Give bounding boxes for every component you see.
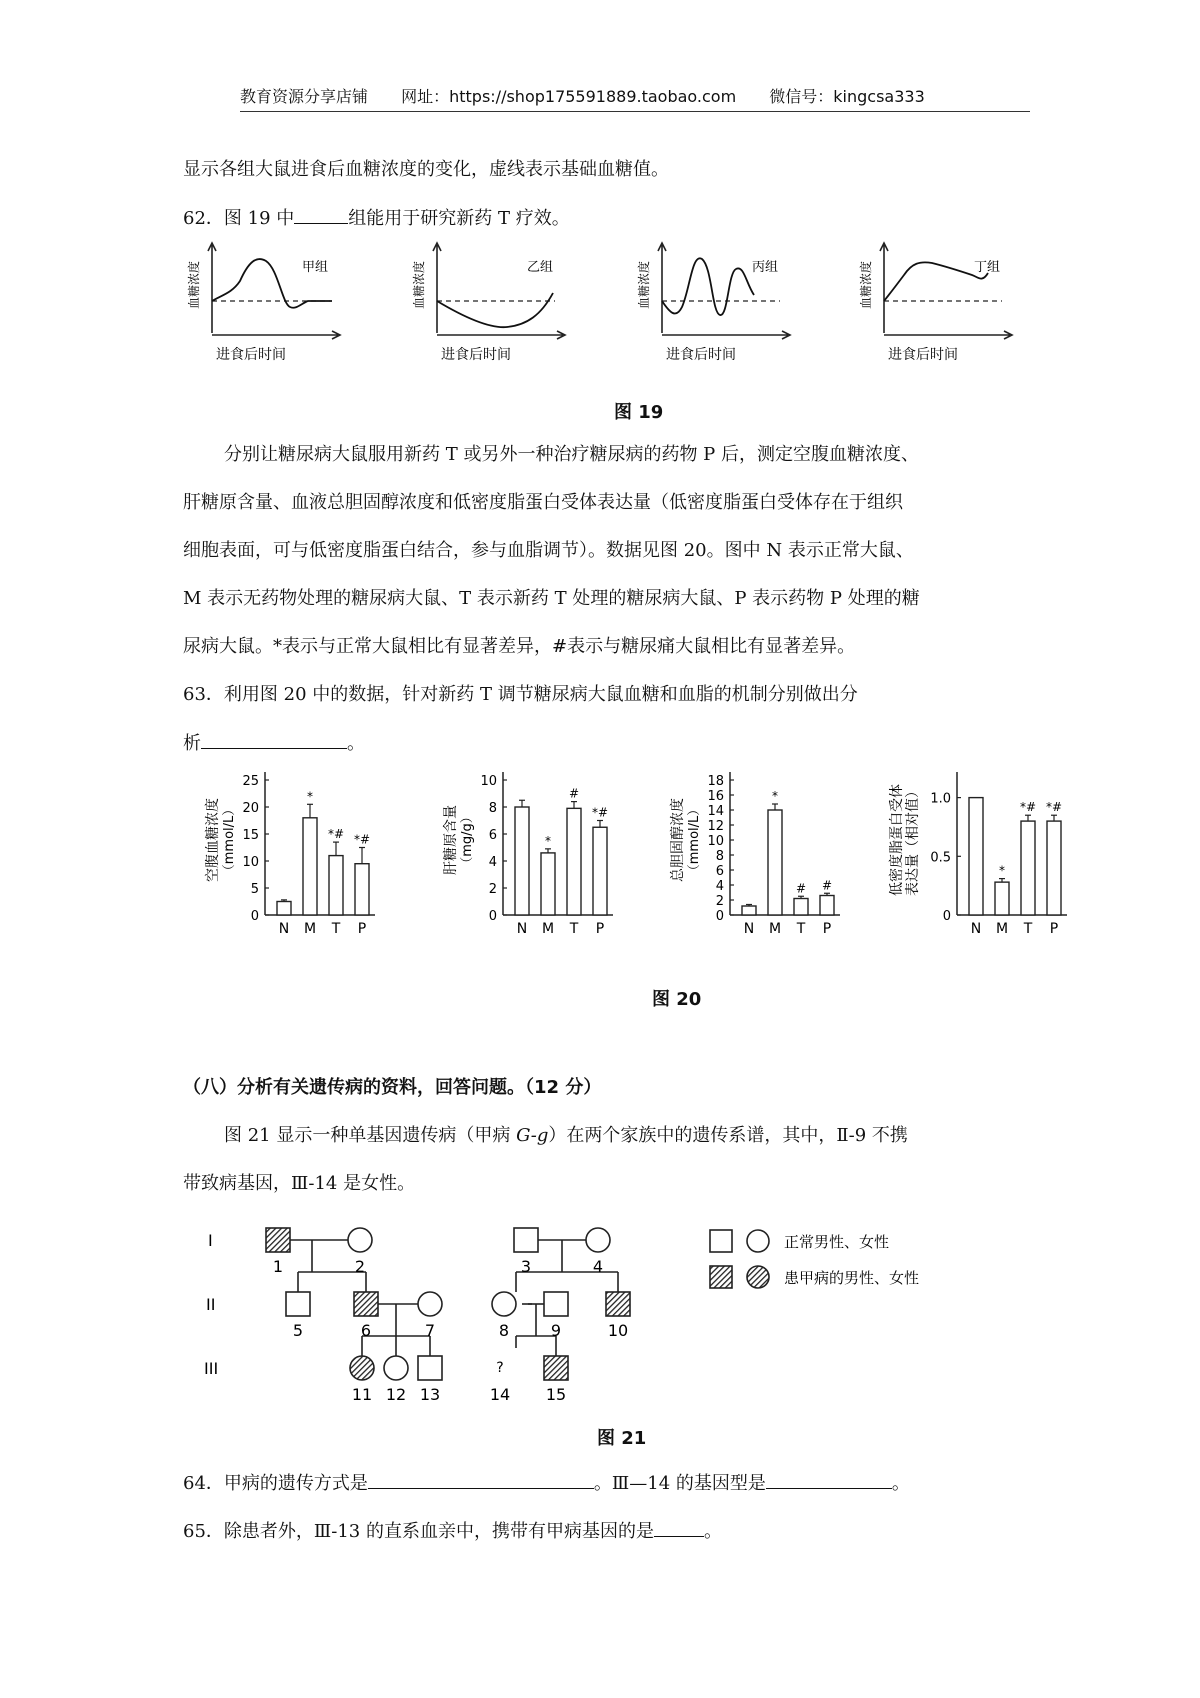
affected-male: [606, 1292, 630, 1316]
text-p1: 显示各组大鼠进食后血糖浓度的变化，虚线表示基础血糖值。: [183, 159, 669, 180]
fig20-y-tick-label: 8: [715, 849, 724, 864]
normal-female: [586, 1228, 610, 1252]
fig20-ylabel: 空腹血糖浓度: [205, 798, 221, 882]
fig20-y-tick-label: 20: [242, 801, 259, 816]
normal-female: [384, 1356, 408, 1380]
figure-19-caption: 图 19: [614, 402, 664, 423]
fig19-panel-label: 乙组: [527, 260, 554, 275]
generation-label: III: [204, 1359, 219, 1378]
fig20-bar-T: [794, 899, 808, 916]
fig20-category-label: P: [595, 921, 605, 937]
fig20-bar-T: [1021, 821, 1035, 915]
fig19-y-axis: [433, 243, 441, 333]
q64-answer-blank-2[interactable]: [766, 1470, 892, 1489]
fig20-significance-mark: #: [795, 881, 807, 896]
fig20-y-tick-label: 6: [488, 828, 497, 843]
fig20-y-tick-label: 5: [250, 882, 259, 897]
fig20-y-tick-label: 16: [707, 789, 724, 804]
fig20-category-label: M: [768, 921, 782, 937]
fig19-panel-3: [636, 243, 790, 363]
fig19-ylabel: 血糖浓度: [637, 260, 651, 310]
normal-male: [544, 1292, 568, 1316]
fig20-significance-mark: *#: [1019, 800, 1037, 815]
fig20-bar-N: [515, 807, 529, 915]
fig20-yunit: （mmol/L）: [687, 802, 702, 878]
normal-female: [492, 1292, 516, 1316]
fig20-y-tick-label: 4: [715, 879, 724, 894]
fig19-y-axis: [658, 243, 666, 333]
figure-21-caption: 图 21: [597, 1428, 647, 1449]
fig20-category-label: M: [541, 921, 555, 937]
fig20-category-label: T: [569, 921, 579, 937]
normal-female: [418, 1292, 442, 1316]
fig20-y-tick-label: 10: [707, 834, 724, 849]
header-wechat: 微信号：kingcsa333: [769, 87, 925, 106]
legend-normal-male: [710, 1230, 732, 1252]
affected-male: [266, 1228, 290, 1252]
fig20-bar-P: [1047, 821, 1061, 915]
fig19-panel-label: 甲组: [302, 260, 329, 275]
fig20-bar-P: [820, 896, 834, 916]
fig20-category-label: N: [970, 921, 982, 937]
figure-20-caption: 图 20: [652, 989, 702, 1010]
fig20-y-tick-label: 4: [488, 855, 497, 870]
question-62: [183, 205, 570, 232]
fig20-category-label: P: [357, 921, 367, 937]
fig20-significance-mark: *: [307, 789, 313, 804]
fig20-y-tick-label: 2: [715, 894, 724, 909]
affected-male: [544, 1356, 568, 1380]
fig19-panel-1: [186, 243, 340, 363]
fig19-panel-label: 丙组: [752, 260, 779, 275]
individual-number: 10: [607, 1321, 629, 1340]
individual-number: 5: [292, 1321, 304, 1340]
fig20-category-label: P: [822, 921, 832, 937]
question-63-line2: [183, 730, 365, 757]
fig20-y-tick-label: 0: [715, 909, 724, 924]
fig20-bar-T: [567, 808, 581, 915]
q62-answer-blank[interactable]: [294, 205, 348, 224]
fig20-bar-T: [329, 856, 343, 915]
fig20-chart-1: [204, 772, 375, 937]
fig20-y-tick-label: 0: [250, 909, 259, 924]
fig20-y-tick-label: 0.5: [930, 850, 951, 866]
fig19-x-axis: [662, 331, 790, 339]
question-65: [183, 1518, 722, 1545]
q63-text-a: 析: [183, 733, 201, 754]
individual-number: 4: [592, 1257, 604, 1276]
fig19-ylabel: 血糖浓度: [412, 260, 426, 310]
normal-female: [348, 1228, 372, 1252]
fig20-category-label: T: [796, 921, 806, 937]
fig20-yunit: （mmol/L）: [222, 802, 237, 878]
fig20-y-tick-label: 0: [488, 909, 497, 924]
fig20-category-label: T: [1023, 921, 1033, 937]
generation-label: II: [206, 1295, 216, 1314]
unknown-sex-mark: ?: [496, 1360, 504, 1376]
fig19-ylabel: 血糖浓度: [187, 260, 201, 310]
fig20-y-tick-label: 15: [242, 828, 259, 843]
q63-answer-blank[interactable]: [201, 730, 347, 749]
fig20-significance-mark: #: [568, 786, 580, 801]
text-p2-line3: 细胞表面，可与低密度脂蛋白结合，参与血脂调节）。数据见图 20。图中 N 表示正常大鼠、: [183, 540, 914, 561]
individual-number: 13: [419, 1385, 441, 1404]
figure-20: [185, 770, 1145, 950]
text-p2-line1: 分别让糖尿病大鼠服用新药 T 或另外一种治疗糖尿病的药物 P 后，测定空腹血糖浓度、: [224, 444, 920, 465]
q62-text-b: 组能用于研究新药 T 疗效。: [348, 208, 570, 229]
fig20-bar-P: [355, 864, 369, 915]
fig19-y-axis: [208, 243, 216, 333]
generation-label: I: [208, 1231, 213, 1250]
fig19-x-axis: [212, 331, 340, 339]
fig20-category-label: N: [743, 921, 755, 937]
fig19-x-axis: [437, 331, 565, 339]
fig20-bar-M: [768, 810, 782, 915]
question-63-line1: 63．利用图 20 中的数据，针对新药 T 调节糖尿病大鼠血糖和血脂的机制分别做出分: [183, 684, 858, 705]
fig20-ylabel-2: 表达量（相对值）: [905, 784, 921, 896]
fig20-significance-mark: *#: [591, 805, 609, 820]
section-8-heading: （八）分析有关遗传病的资料，回答问题。（12 分）: [183, 1077, 602, 1098]
legend-affected-female: [747, 1266, 769, 1288]
normal-male: [418, 1356, 442, 1380]
fig20-bar-P: [593, 827, 607, 915]
fig20-significance-mark: *#: [327, 827, 345, 842]
text-p3-line2: 带致病基因，Ⅲ-14 是女性。: [183, 1173, 416, 1194]
individual-number: 9: [550, 1321, 562, 1340]
fig20-y-tick-label: 0: [942, 909, 951, 924]
header-shop: 教育资源分享店铺: [240, 87, 369, 106]
fig20-significance-mark: *#: [1045, 800, 1063, 815]
fig20-significance-mark: *: [999, 863, 1005, 878]
fig19-y-axis: [880, 243, 888, 333]
fig19-panel-2: [411, 243, 565, 363]
q65-answer-blank[interactable]: [654, 1518, 704, 1537]
fig20-category-label: T: [331, 921, 341, 937]
q64-text-b: 。Ⅲ—14 的基因型是: [593, 1473, 766, 1494]
fig20-y-tick-label: 6: [715, 864, 724, 879]
fig20-y-tick-label: 18: [707, 774, 724, 789]
individual-number: 14: [489, 1385, 511, 1404]
individual-number: 8: [498, 1321, 510, 1340]
fig20-category-label: N: [278, 921, 290, 937]
q64-text-c: 。: [891, 1473, 910, 1494]
fig20-y-tick-label: 1.0: [930, 791, 951, 807]
affected-male: [354, 1292, 378, 1316]
individual-number: 12: [385, 1385, 407, 1404]
fig19-panel-4: [858, 243, 1012, 363]
fig19-xlabel: 进食后时间: [666, 347, 736, 363]
fig19-panel-label: 丁组: [974, 260, 1001, 275]
p3-text-b: ）在两个家族中的遗传系谱，其中，Ⅱ-9 不携: [548, 1125, 908, 1146]
individual-number: 7: [424, 1321, 436, 1340]
q64-answer-blank-1[interactable]: [368, 1470, 594, 1489]
header-url: 网址：https://shop175591889.taobao.com: [401, 87, 737, 106]
legend-affected-male: [710, 1266, 732, 1288]
fig20-category-label: M: [995, 921, 1009, 937]
fig20-bar-M: [541, 853, 555, 915]
fig20-chart-3: [669, 772, 840, 937]
fig20-significance-mark: *: [772, 789, 778, 803]
normal-male: [514, 1228, 538, 1252]
fig19-glucose-curve: [884, 262, 988, 301]
fig20-bar-N: [277, 902, 291, 916]
q64-text-a: 64．甲病的遗传方式是: [183, 1473, 368, 1494]
fig20-bar-N: [742, 906, 756, 915]
normal-male: [286, 1292, 310, 1316]
page-header: [240, 84, 1030, 107]
individual-number: 2: [354, 1257, 366, 1276]
fig20-y-tick-label: 10: [242, 855, 259, 870]
fig20-category-label: P: [1049, 921, 1059, 937]
text-p2-line5: 尿病大鼠。*表示与正常大鼠相比有显著差异，#表示与糖尿痛大鼠相比有显著差异。: [183, 636, 856, 657]
affected-female: [350, 1356, 374, 1380]
fig20-yunit: （mg/g）: [460, 810, 475, 870]
text-p2-line4: M 表示无药物处理的糖尿病大鼠、T 表示新药 T 处理的糖尿病大鼠、P 表示药物 P 处理的糖: [183, 588, 920, 609]
individual-number: 1: [272, 1257, 284, 1276]
fig20-y-tick-label: 14: [707, 804, 724, 819]
fig20-significance-mark: #: [821, 878, 833, 893]
fig20-ylabel: 总胆固醇浓度: [670, 798, 686, 882]
header-rule: [240, 111, 1030, 112]
q65-text-b: 。: [703, 1521, 722, 1542]
fig20-ylabel: 低密度脂蛋白受体: [889, 784, 905, 896]
question-64: [183, 1470, 910, 1497]
fig19-xlabel: 进食后时间: [888, 347, 958, 363]
legend-normal-label: 正常男性、女性: [784, 1233, 890, 1251]
p3-text-a: 图 21 显示一种单基因遗传病（甲病: [224, 1125, 517, 1146]
fig19-xlabel: 进食后时间: [216, 347, 286, 363]
individual-number: 3: [520, 1257, 532, 1276]
individual-number: 11: [351, 1385, 373, 1404]
fig20-significance-mark: *#: [353, 832, 371, 847]
q63-text-b: 。: [347, 733, 365, 754]
fig20-y-tick-label: 10: [480, 774, 497, 789]
fig20-category-label: M: [303, 921, 317, 937]
fig20-y-tick-label: 25: [242, 774, 259, 789]
text-p2-line2: 肝糖原含量、血液总胆固醇浓度和低密度脂蛋白受体表达量（低密度脂蛋白受体存在于组织: [183, 492, 903, 513]
legend-affected-label: 患甲病的男性、女性: [784, 1269, 920, 1287]
text-p3-line1: [224, 1123, 908, 1149]
fig20-y-tick-label: 2: [488, 882, 497, 897]
individual-number: 6: [360, 1321, 372, 1340]
fig19-glucose-curve: [437, 293, 553, 327]
individual-number: 15: [545, 1385, 567, 1404]
fig19-ylabel: 血糖浓度: [859, 260, 873, 310]
fig19-x-axis: [884, 331, 1012, 339]
p3-gene-symbol: G-g: [516, 1125, 549, 1146]
fig20-chart-4: [888, 772, 1067, 937]
fig20-bar-M: [303, 818, 317, 915]
legend-normal-female: [747, 1230, 769, 1252]
figure-21-pedigree: [180, 1210, 1060, 1404]
q62-text-a: 62．图 19 中: [183, 208, 295, 229]
fig20-chart-2: [442, 772, 613, 937]
fig19-xlabel: 进食后时间: [441, 347, 511, 363]
fig20-ylabel: 肝糖原含量: [443, 805, 459, 875]
fig20-bar-M: [995, 882, 1009, 915]
fig20-category-label: N: [516, 921, 528, 937]
fig20-bar-N: [969, 798, 983, 915]
q65-text-a: 65．除患者外，Ⅲ-13 的直系血亲中，携带有甲病基因的是: [183, 1521, 654, 1542]
fig19-glucose-curve: [662, 258, 754, 315]
fig20-y-tick-label: 8: [488, 801, 497, 816]
fig20-y-tick-label: 12: [707, 819, 724, 834]
fig20-significance-mark: *: [545, 833, 551, 848]
